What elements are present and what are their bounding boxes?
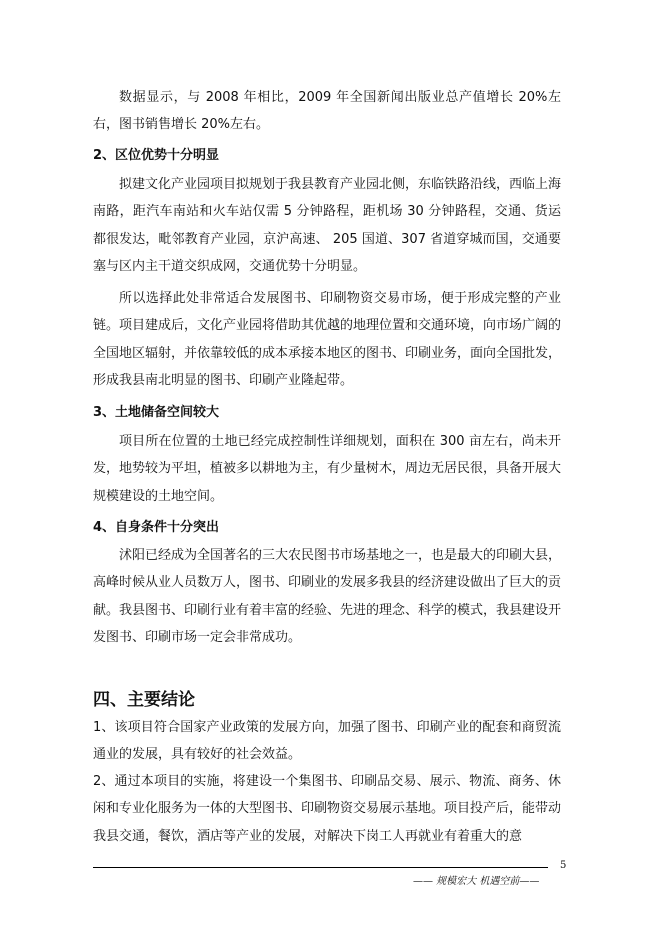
heading-land-reserve: 3、土地储备空间较大 [93, 405, 220, 420]
paragraph-land: 项目所在位置的土地已经完成控制性详细规划，面积在 300 亩左右，尚未开发，地势较为平坦，植被多以耕地为主，有少量树木，周边无居民很，具备开展大规模建设的土地空间。 [93, 434, 562, 504]
paragraph-growth-data: 数据显示，与 2008 年相比，2009 年全国新闻出版业总产值增长 20%左右，图书销售增长 20%左右。 [93, 90, 561, 133]
heading-self-conditions: 4、自身条件十分突出 [93, 520, 220, 535]
page-number: 5 [560, 860, 567, 871]
footer-slogan: —— 规模宏大 机遇空前—— [413, 876, 540, 887]
paragraph-market-choice: 所以选择此处非常适合发展图书、印刷物资交易市场，便于形成完整的产业链。项目建成后，文化产业园将借助其优越的地理位置和交通环境，向市场广阔的全国地区辐射，并依靠较低的成本承接本地区的图书、印刷业务，面向全国批发，形成我县南北明显的图书、印刷产业隆起带。 [93, 291, 562, 388]
paragraph-self-conditions: 沭阳已经成为全国著名的三大农民图书市场基地之一，也是最大的印刷大县，高峰时候从业人员数万人，图书、印刷业的发展多我县的经济建设做出了巨大的贡献。我县图书、印刷行业有着丰富的经验、先进的理念、科学的模式，我县建设开发图书、印刷市场一定会非常成功。 [93, 548, 562, 645]
heading-location-advantage: 2、区位优势十分明显 [93, 148, 220, 163]
paragraph-location: 拟建文化产业园项目拟规划于我县教育产业园北侧，东临铁路沿线，西临上海南路，距汽车南站和火车站仅需 5 分钟路程，距机场 30 分钟路程，交通、货运都很发达，毗邻教育产业园，京沪高速、 205 国道、307 省道穿城而国，交通要塞与区内主干道交织成网，交通优势十分明显。 [93, 177, 562, 274]
heading-main-conclusion: 四、主要结论 [93, 690, 195, 710]
footer-divider [93, 867, 548, 868]
paragraph-conclusion-2: 2、通过本项目的实施，将建设一个集图书、印刷品交易、展示、物流、商务、休闲和专业化服务为一体的大型图书、印刷物资交易展示基地。项目投产后，能带动我县交通，餐饮，酒店等产业的发展，对解决下岗工人再就业有着重大的意 [93, 774, 562, 844]
paragraph-conclusion-1: 1、该项目符合国家产业政策的发展方向，加强了图书、印刷产业的配套和商贸流通业的发展，具有较好的社会效益。 [93, 720, 561, 763]
